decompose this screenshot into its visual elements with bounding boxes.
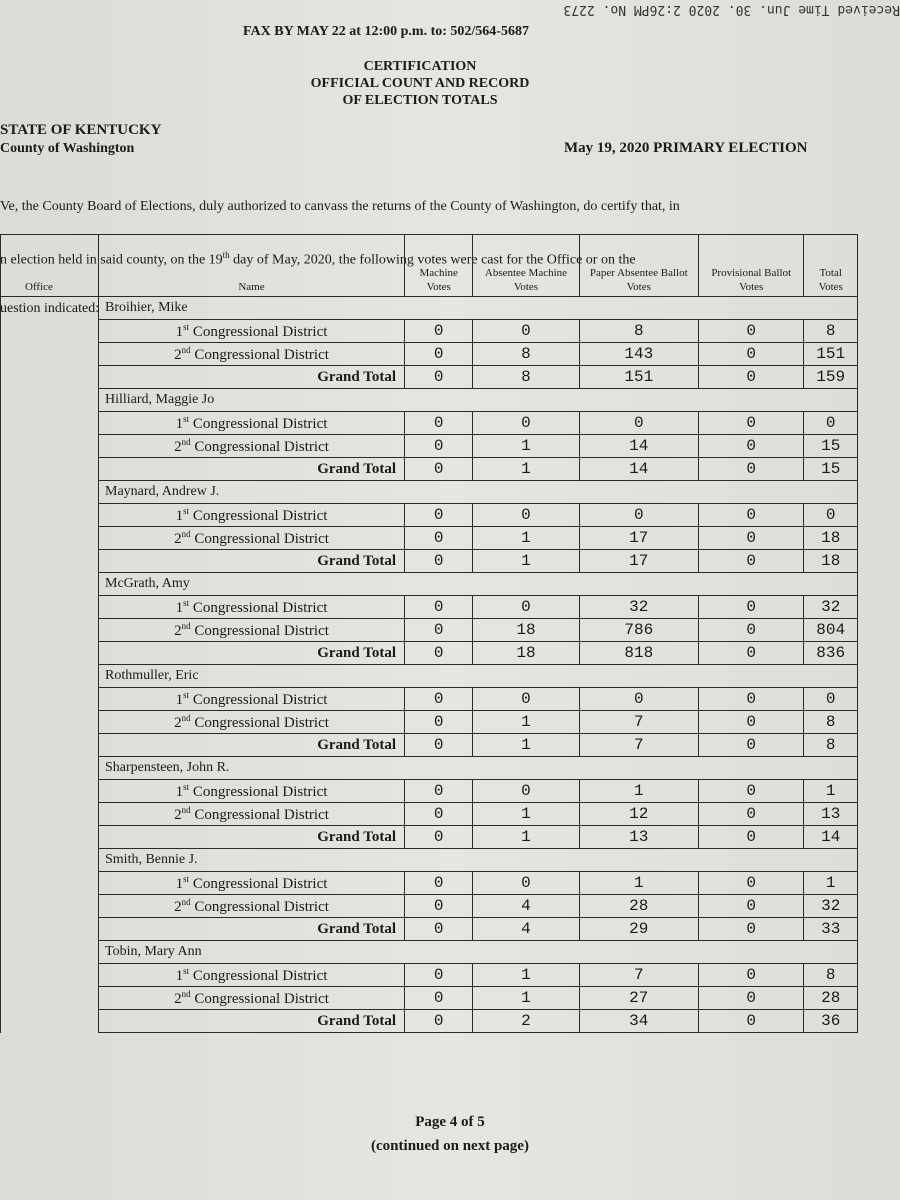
provisional-votes: 0 (699, 642, 804, 665)
district-suffix: Congressional District (189, 507, 328, 524)
district-row (1, 527, 858, 550)
district-suffix: Congressional District (190, 806, 329, 823)
absentee-machine-votes: 1 (473, 987, 579, 1010)
district-suffix: Congressional District (189, 691, 328, 708)
paper-absentee-votes: 14 (579, 458, 698, 481)
provisional-votes: 0 (699, 619, 804, 642)
machine-votes: 0 (405, 619, 473, 642)
provisional-votes: 0 (699, 918, 804, 941)
header-row (1, 235, 858, 297)
paper-absentee-votes: 17 (579, 550, 698, 573)
district-suffix: Congressional District (190, 990, 329, 1007)
machine-votes: 0 (405, 803, 473, 826)
certification-heading (0, 58, 840, 109)
district-row (1, 619, 858, 642)
machine-votes: 0 (405, 504, 473, 527)
fax-instruction: FAX BY MAY 22 at 12:00 p.m. to: 502/564-5687 (243, 24, 529, 39)
district-ordinal: nd (181, 988, 191, 999)
grand-total-label: Grand Total (99, 734, 405, 757)
office-cell (1, 389, 99, 412)
provisional-votes: 0 (699, 320, 804, 343)
provisional-votes: 0 (699, 987, 804, 1010)
paper-absentee-votes: 32 (579, 596, 698, 619)
paper-absentee-votes: 34 (579, 1010, 698, 1033)
machine-votes: 0 (405, 435, 473, 458)
grand-total-row (1, 366, 858, 389)
provisional-votes: 0 (699, 596, 804, 619)
total-votes: 15 (804, 435, 858, 458)
paper-absentee-votes: 27 (579, 987, 698, 1010)
paper-absentee-votes: 7 (579, 711, 698, 734)
provisional-votes: 0 (699, 435, 804, 458)
absentee-machine-votes: 18 (473, 619, 579, 642)
paper-absentee-votes: 13 (579, 826, 698, 849)
office-cell (1, 987, 99, 1010)
vote-totals-table (0, 234, 858, 1033)
district-suffix: Congressional District (190, 530, 329, 547)
candidate-row (1, 481, 858, 504)
office-cell (1, 504, 99, 527)
cert-text-line-1: Ve, the County Board of Elections, duly authorized to canvass the returns of the County of Washington, do certify that, in (0, 199, 680, 214)
total-votes: 28 (804, 987, 858, 1010)
grand-total-row (1, 918, 858, 941)
district-row (1, 412, 858, 435)
district-label (99, 895, 405, 918)
office-cell (1, 435, 99, 458)
office-cell (1, 458, 99, 481)
absentee-machine-votes: 0 (473, 320, 579, 343)
absentee-machine-votes: 1 (473, 711, 579, 734)
machine-votes: 0 (405, 711, 473, 734)
machine-votes: 0 (405, 596, 473, 619)
district-number: 2 (174, 714, 182, 731)
candidate-row (1, 665, 858, 688)
machine-votes: 0 (405, 366, 473, 389)
office-cell (1, 320, 99, 343)
total-votes: 15 (804, 458, 858, 481)
absentee-machine-votes: 2 (473, 1010, 579, 1033)
district-ordinal: st (183, 321, 190, 332)
grand-total-label: Grand Total (99, 642, 405, 665)
district-ordinal: st (183, 873, 190, 884)
machine-votes: 0 (405, 826, 473, 849)
state-name: STATE OF KENTUCKY (0, 122, 162, 138)
district-row (1, 987, 858, 1010)
district-ordinal: st (183, 413, 190, 424)
total-votes: 36 (804, 1010, 858, 1033)
district-label (99, 711, 405, 734)
district-label (99, 803, 405, 826)
district-number: 2 (174, 898, 182, 915)
district-label (99, 780, 405, 803)
absentee-machine-votes: 4 (473, 918, 579, 941)
total-votes: 1 (804, 780, 858, 803)
district-suffix: Congressional District (190, 622, 329, 639)
provisional-votes: 0 (699, 872, 804, 895)
header-name: Name (99, 235, 405, 297)
machine-votes: 0 (405, 964, 473, 987)
office-cell (1, 550, 99, 573)
absentee-machine-votes: 0 (473, 596, 579, 619)
district-label (99, 596, 405, 619)
district-ordinal: nd (181, 528, 191, 539)
grand-total-label: Grand Total (99, 1010, 405, 1033)
page-footer (0, 1110, 900, 1158)
header-provisional-votes: Provisional Ballot Votes (699, 235, 804, 297)
paper-absentee-votes: 7 (579, 734, 698, 757)
grand-total-row (1, 826, 858, 849)
page-number: Page 4 of 5 (415, 1114, 485, 1130)
district-suffix: Congressional District (190, 898, 329, 915)
cert-title-3: OF ELECTION TOTALS (342, 93, 498, 108)
total-votes: 18 (804, 527, 858, 550)
district-label (99, 964, 405, 987)
absentee-machine-votes: 0 (473, 872, 579, 895)
district-label (99, 320, 405, 343)
district-label (99, 435, 405, 458)
absentee-machine-votes: 0 (473, 412, 579, 435)
total-votes: 18 (804, 550, 858, 573)
office-cell (1, 757, 99, 780)
office-cell (1, 596, 99, 619)
district-suffix: Congressional District (189, 415, 328, 432)
total-votes: 0 (804, 504, 858, 527)
paper-absentee-votes: 29 (579, 918, 698, 941)
total-votes: 804 (804, 619, 858, 642)
office-cell (1, 964, 99, 987)
grand-total-label: Grand Total (99, 826, 405, 849)
district-ordinal: nd (181, 712, 191, 723)
total-votes: 8 (804, 711, 858, 734)
office-cell (1, 665, 99, 688)
machine-votes: 0 (405, 688, 473, 711)
candidate-name: Rothmuller, Eric (99, 665, 858, 688)
office-cell (1, 642, 99, 665)
provisional-votes: 0 (699, 366, 804, 389)
grand-total-row (1, 642, 858, 665)
district-number: 1 (175, 691, 184, 708)
office-cell (1, 527, 99, 550)
provisional-votes: 0 (699, 688, 804, 711)
candidate-row (1, 757, 858, 780)
provisional-votes: 0 (699, 826, 804, 849)
district-ordinal: st (183, 689, 190, 700)
provisional-votes: 0 (699, 343, 804, 366)
district-ordinal: nd (181, 620, 191, 631)
office-cell (1, 573, 99, 596)
district-ordinal: nd (181, 896, 191, 907)
candidate-row (1, 389, 858, 412)
absentee-machine-votes: 4 (473, 895, 579, 918)
county-name: County of Washington (0, 141, 135, 156)
district-row (1, 964, 858, 987)
grand-total-label: Grand Total (99, 550, 405, 573)
absentee-machine-votes: 0 (473, 688, 579, 711)
paper-absentee-votes: 0 (579, 412, 698, 435)
machine-votes: 0 (405, 1010, 473, 1033)
header-paper-absentee-votes: Paper Absentee Ballot Votes (579, 235, 698, 297)
paper-absentee-votes: 14 (579, 435, 698, 458)
paper-absentee-votes: 1 (579, 872, 698, 895)
district-suffix: Congressional District (189, 967, 328, 984)
office-cell (1, 711, 99, 734)
total-votes: 0 (804, 412, 858, 435)
district-number: 1 (175, 507, 184, 524)
total-votes: 8 (804, 320, 858, 343)
total-votes: 8 (804, 734, 858, 757)
district-number: 1 (175, 967, 184, 984)
total-votes: 13 (804, 803, 858, 826)
candidate-name: Hilliard, Maggie Jo (99, 389, 858, 412)
cert-text-line-3: uestion indicated: (0, 300, 100, 316)
header-total-votes: Total Votes (804, 235, 858, 297)
district-ordinal: nd (181, 436, 191, 447)
provisional-votes: 0 (699, 734, 804, 757)
district-row (1, 895, 858, 918)
district-number: 1 (175, 783, 184, 800)
candidate-row (1, 297, 858, 320)
paper-absentee-votes: 143 (579, 343, 698, 366)
candidate-name: McGrath, Amy (99, 573, 858, 596)
grand-total-row (1, 458, 858, 481)
district-label (99, 987, 405, 1010)
grand-total-label: Grand Total (99, 458, 405, 481)
provisional-votes: 0 (699, 1010, 804, 1033)
provisional-votes: 0 (699, 458, 804, 481)
total-votes: 32 (804, 895, 858, 918)
paper-absentee-votes: 0 (579, 504, 698, 527)
district-suffix: Congressional District (189, 783, 328, 800)
district-label (99, 504, 405, 527)
district-row (1, 435, 858, 458)
district-number: 2 (174, 438, 182, 455)
absentee-machine-votes: 8 (473, 343, 579, 366)
machine-votes: 0 (405, 527, 473, 550)
provisional-votes: 0 (699, 412, 804, 435)
machine-votes: 0 (405, 895, 473, 918)
paper-absentee-votes: 818 (579, 642, 698, 665)
cert-text-line-2-ordinal: th (222, 250, 230, 260)
district-number: 2 (174, 806, 182, 823)
office-cell (1, 688, 99, 711)
machine-votes: 0 (405, 918, 473, 941)
paper-absentee-votes: 0 (579, 688, 698, 711)
district-number: 1 (175, 323, 184, 340)
candidate-name: Broihier, Mike (99, 297, 858, 320)
provisional-votes: 0 (699, 964, 804, 987)
district-number: 2 (174, 530, 182, 547)
district-row (1, 320, 858, 343)
grand-total-label: Grand Total (99, 918, 405, 941)
candidate-row (1, 941, 858, 964)
paper-absentee-votes: 151 (579, 366, 698, 389)
absentee-machine-votes: 1 (473, 435, 579, 458)
district-label (99, 343, 405, 366)
district-suffix: Congressional District (189, 875, 328, 892)
candidate-name: Sharpensteen, John R. (99, 757, 858, 780)
paper-absentee-votes: 12 (579, 803, 698, 826)
district-label (99, 688, 405, 711)
office-cell (1, 895, 99, 918)
district-ordinal: nd (181, 344, 191, 355)
paper-absentee-votes: 28 (579, 895, 698, 918)
district-row (1, 504, 858, 527)
district-row (1, 596, 858, 619)
office-cell (1, 826, 99, 849)
absentee-machine-votes: 8 (473, 366, 579, 389)
office-cell (1, 343, 99, 366)
district-label (99, 619, 405, 642)
district-number: 1 (175, 415, 184, 432)
district-row (1, 688, 858, 711)
total-votes: 1 (804, 872, 858, 895)
office-cell (1, 918, 99, 941)
machine-votes: 0 (405, 343, 473, 366)
cert-text-line-2-end: day of May, 2020, the following votes were cast for the Office or on the (229, 252, 636, 268)
paper-absentee-votes: 7 (579, 964, 698, 987)
office-cell (1, 780, 99, 803)
absentee-machine-votes: 1 (473, 734, 579, 757)
district-suffix: Congressional District (190, 714, 329, 731)
office-cell (1, 1010, 99, 1033)
district-ordinal: st (183, 597, 190, 608)
absentee-machine-votes: 18 (473, 642, 579, 665)
candidate-name: Tobin, Mary Ann (99, 941, 858, 964)
machine-votes: 0 (405, 987, 473, 1010)
district-suffix: Congressional District (190, 438, 329, 455)
total-votes: 836 (804, 642, 858, 665)
continued-note: (continued on next page) (371, 1138, 529, 1154)
total-votes: 8 (804, 964, 858, 987)
office-cell (1, 734, 99, 757)
provisional-votes: 0 (699, 504, 804, 527)
absentee-machine-votes: 1 (473, 458, 579, 481)
total-votes: 159 (804, 366, 858, 389)
district-number: 2 (174, 622, 182, 639)
absentee-machine-votes: 1 (473, 826, 579, 849)
machine-votes: 0 (405, 734, 473, 757)
district-label (99, 527, 405, 550)
candidate-name: Maynard, Andrew J. (99, 481, 858, 504)
office-cell (1, 872, 99, 895)
provisional-votes: 0 (699, 895, 804, 918)
office-cell (1, 941, 99, 964)
absentee-machine-votes: 0 (473, 504, 579, 527)
district-suffix: Congressional District (189, 323, 328, 340)
office-cell (1, 803, 99, 826)
district-number: 2 (174, 346, 182, 363)
header-office: Office (1, 235, 99, 297)
office-cell (1, 366, 99, 389)
machine-votes: 0 (405, 412, 473, 435)
header-absentee-machine-votes: Absentee Machine Votes (473, 235, 579, 297)
district-suffix: Congressional District (190, 346, 329, 363)
district-number: 1 (175, 599, 184, 616)
provisional-votes: 0 (699, 780, 804, 803)
total-votes: 33 (804, 918, 858, 941)
paper-absentee-votes: 786 (579, 619, 698, 642)
candidate-name: Smith, Bennie J. (99, 849, 858, 872)
cert-text-line-2-start: n election held in said county, on the 19 (0, 252, 223, 268)
district-ordinal: st (183, 965, 190, 976)
district-label (99, 412, 405, 435)
grand-total-row (1, 1010, 858, 1033)
office-cell (1, 412, 99, 435)
provisional-votes: 0 (699, 803, 804, 826)
grand-total-row (1, 734, 858, 757)
district-ordinal: nd (181, 804, 191, 815)
provisional-votes: 0 (699, 527, 804, 550)
grand-total-row (1, 550, 858, 573)
district-row (1, 780, 858, 803)
header-machine-votes: Machine Votes (405, 235, 473, 297)
office-cell (1, 297, 99, 320)
paper-absentee-votes: 17 (579, 527, 698, 550)
absentee-machine-votes: 1 (473, 527, 579, 550)
district-number: 2 (174, 990, 182, 1007)
district-row (1, 803, 858, 826)
district-row (1, 711, 858, 734)
machine-votes: 0 (405, 642, 473, 665)
machine-votes: 0 (405, 320, 473, 343)
total-votes: 32 (804, 596, 858, 619)
total-votes: 151 (804, 343, 858, 366)
paper-absentee-votes: 1 (579, 780, 698, 803)
grand-total-label: Grand Total (99, 366, 405, 389)
office-cell (1, 619, 99, 642)
machine-votes: 0 (405, 780, 473, 803)
absentee-machine-votes: 1 (473, 550, 579, 573)
district-row (1, 872, 858, 895)
total-votes: 14 (804, 826, 858, 849)
election-name: May 19, 2020 PRIMARY ELECTION (564, 140, 808, 156)
provisional-votes: 0 (699, 711, 804, 734)
absentee-machine-votes: 1 (473, 803, 579, 826)
candidate-row (1, 849, 858, 872)
district-number: 1 (175, 875, 184, 892)
paper-absentee-votes: 8 (579, 320, 698, 343)
machine-votes: 0 (405, 458, 473, 481)
district-row (1, 343, 858, 366)
received-stamp: Received Time Jun. 30. 2020 2:26PM No. 2273 (563, 2, 900, 17)
candidate-row (1, 573, 858, 596)
absentee-machine-votes: 1 (473, 964, 579, 987)
district-ordinal: st (183, 781, 190, 792)
cert-title-1: CERTIFICATION (363, 59, 477, 74)
absentee-machine-votes: 0 (473, 780, 579, 803)
district-ordinal: st (183, 505, 190, 516)
cert-title-2: OFFICIAL COUNT AND RECORD (310, 76, 530, 91)
table-body (1, 297, 858, 1033)
provisional-votes: 0 (699, 550, 804, 573)
office-cell (1, 849, 99, 872)
machine-votes: 0 (405, 550, 473, 573)
machine-votes: 0 (405, 872, 473, 895)
district-label (99, 872, 405, 895)
district-suffix: Congressional District (189, 599, 328, 616)
office-cell (1, 481, 99, 504)
total-votes: 0 (804, 688, 858, 711)
